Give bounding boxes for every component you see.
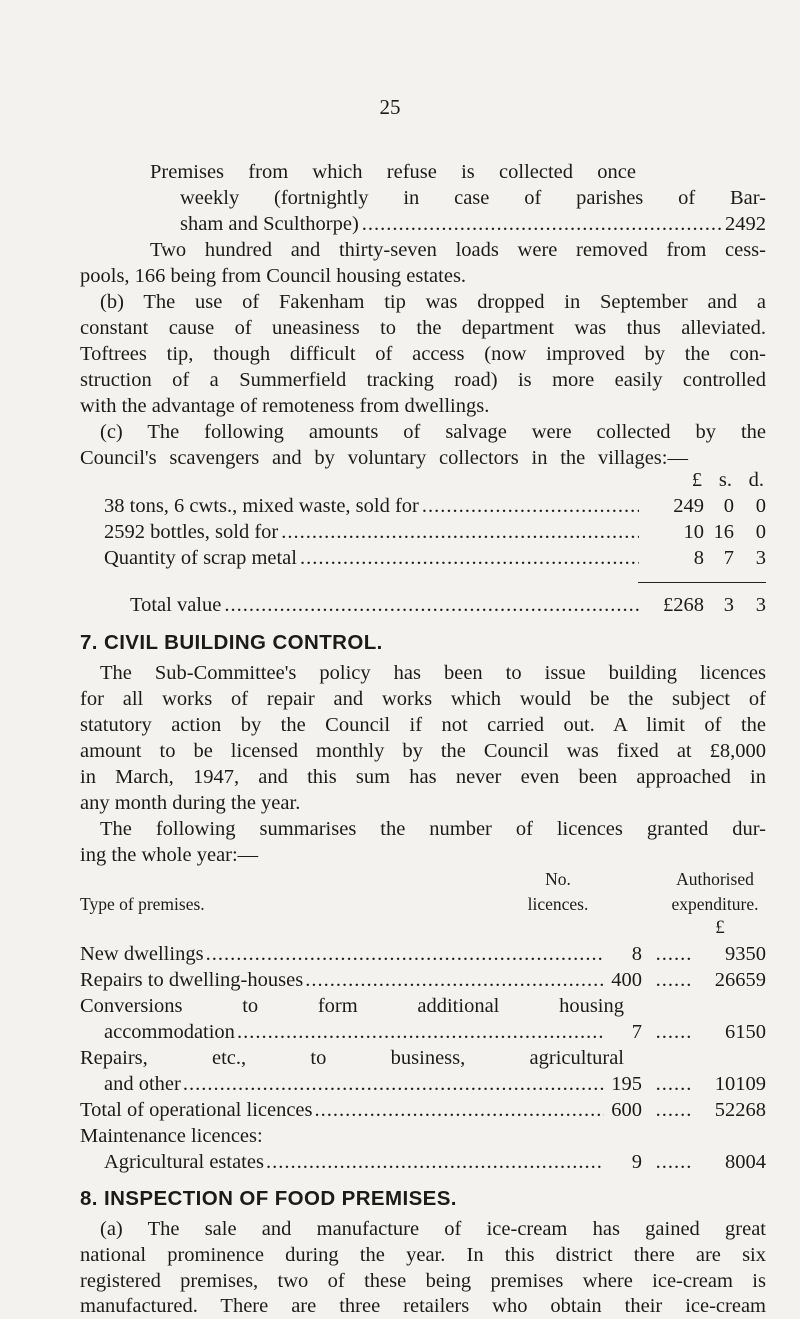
salvage-total-pence: 3 <box>755 594 766 616</box>
salvage-row-label: Quantity of scrap metal <box>104 547 297 569</box>
col-no-header-2: licences. <box>527 894 589 914</box>
licence-row <box>80 967 766 993</box>
licence-row <box>104 1071 766 1097</box>
salvage-intro-line-1: (c) The following amounts of salvage were collected by the <box>100 421 766 443</box>
licence-row-expenditure: 26659 <box>714 969 766 991</box>
tip-paragraph-line-1: (b) The use of Fakenham tip was dropped in September and a <box>100 291 766 313</box>
tip-paragraph-line-5: with the advantage of remoteness from dwellings. <box>80 395 490 417</box>
licence-row <box>104 1019 766 1045</box>
licence-row-expenditure: 8004 <box>725 1151 766 1173</box>
salvage-row-pounds: 8 <box>693 547 704 569</box>
dot-leader <box>266 1149 604 1175</box>
salvage-intro-line-2: Council's scavengers and by voluntary collectors in the villages:— <box>80 447 688 469</box>
tip-paragraph-line-3: Toftrees tip, though difficult of access (now improved by the con- <box>80 343 766 365</box>
licence-row-label: Agricultural estates <box>104 1151 264 1173</box>
tip-paragraph-line-2: constant cause of uneasiness to the department was thus alleviated. <box>80 317 766 339</box>
section-8-line: (a) The sale and manufacture of ice-cream has gained great <box>100 1218 766 1240</box>
col-type-header: Type of premises. <box>80 894 205 914</box>
refuse-premises-value: 2492 <box>725 213 766 235</box>
licence-row-number: 400 <box>611 969 642 991</box>
salvage-row-shillings: 0 <box>723 495 734 517</box>
salvage-row-shillings: 16 <box>713 521 734 543</box>
section-7-line: for all works of repair and works which would be the subject of <box>80 688 766 710</box>
pounds-header: £ <box>691 469 702 491</box>
dot-separator: ...... <box>655 1021 693 1043</box>
col-exp-header-1: Authorised <box>676 869 754 889</box>
licence-row-label-line-1: Conversions to form additional housing <box>80 995 624 1017</box>
licence-row-label: accommodation <box>104 1021 235 1043</box>
section-7-line: any month during the year. <box>80 792 301 814</box>
licence-row-label: Repairs to dwelling-houses <box>80 969 304 991</box>
salvage-row-pounds: 249 <box>673 495 704 517</box>
licence-row-label-line-1: Repairs, etc., to business, agricultural <box>80 1047 624 1069</box>
salvage-row-pence: 0 <box>755 521 766 543</box>
shillings-header: s. <box>718 469 732 491</box>
col-exp-unit: £ <box>715 917 725 938</box>
salvage-total-label: Total value <box>130 594 222 616</box>
section-8-line: manufactured. There are three retailers who obtain their ice-cream <box>80 1295 766 1317</box>
licence-row-expenditure: 9350 <box>725 943 766 965</box>
salvage-row-pence: 3 <box>755 547 766 569</box>
section-8-line: national prominence during the year. In this district there are six <box>80 1244 766 1266</box>
dot-leader <box>206 941 604 967</box>
licence-row <box>80 1097 766 1123</box>
salvage-total-pounds: £268 <box>663 594 704 616</box>
page-number: 25 <box>379 95 401 119</box>
refuse-premises-line-3 <box>180 211 766 237</box>
licence-row-expenditure: 52268 <box>714 1099 766 1121</box>
section-7-line: ing the whole year:— <box>80 844 259 866</box>
dot-leader <box>183 1071 604 1097</box>
salvage-total-shillings: 3 <box>723 594 734 616</box>
licence-row-label: Total of operational licences <box>80 1099 313 1121</box>
licence-row <box>80 941 766 967</box>
col-exp-header-2: expenditure. <box>671 894 759 914</box>
salvage-row <box>104 493 766 519</box>
licence-row <box>104 1149 766 1175</box>
refuse-premises-label: sham and Sculthorpe) <box>180 213 359 235</box>
cesspool-line-1: Two hundred and thirty-seven loads were removed from cess- <box>150 239 766 261</box>
pence-header: d. <box>748 469 764 491</box>
salvage-row-pounds: 10 <box>683 521 704 543</box>
salvage-total-row <box>130 592 766 618</box>
section-7-line: statutory action by the Council if not carried out. A limit of the <box>80 714 766 736</box>
salvage-row-label: 2592 bottles, sold for <box>104 521 279 543</box>
col-no-header-1: No. <box>545 869 571 889</box>
dot-leader <box>315 1097 604 1123</box>
salvage-row-shillings: 7 <box>723 547 734 569</box>
dot-leader <box>300 545 639 571</box>
dot-leader <box>362 211 722 237</box>
tip-paragraph-line-4: struction of a Summerfield tracking road) is more easily controlled <box>80 369 766 391</box>
dot-separator: ...... <box>655 1151 693 1173</box>
refuse-premises-line-1: Premises from which refuse is collected once <box>150 161 636 183</box>
salvage-row <box>104 519 766 545</box>
section-8-line: registered premises, two of these being premises where ice-cream is <box>80 1270 766 1292</box>
dot-leader <box>224 592 639 618</box>
salvage-row-label: 38 tons, 6 cwts., mixed waste, sold for <box>104 495 419 517</box>
licence-row-number: 9 <box>631 1151 642 1173</box>
section-7-line: in March, 1947, and this sum has never even been approached in <box>80 766 766 788</box>
licence-row-label: and other <box>104 1073 181 1095</box>
dot-separator: ...... <box>655 1073 693 1095</box>
dot-separator: ...... <box>655 943 693 965</box>
licence-row-number: 8 <box>631 943 642 965</box>
licence-row-number: 600 <box>611 1099 642 1121</box>
section-8-heading: 8. INSPECTION OF FOOD PREMISES. <box>80 1187 457 1210</box>
dot-separator: ...... <box>655 969 693 991</box>
salvage-row <box>104 545 766 571</box>
section-7-heading: 7. CIVIL BUILDING CONTROL. <box>80 631 383 654</box>
dot-leader <box>305 967 604 993</box>
dot-leader <box>422 493 639 519</box>
dot-leader <box>237 1019 604 1045</box>
section-7-line: The Sub-Committee's policy has been to issue building licences <box>100 662 766 684</box>
licence-row-label: New dwellings <box>80 943 204 965</box>
salvage-currency-header <box>640 467 764 493</box>
dot-separator: ...... <box>655 1099 693 1121</box>
dot-leader <box>281 519 639 545</box>
total-rule <box>638 582 766 583</box>
licence-row-expenditure: 10109 <box>714 1073 766 1095</box>
cesspool-line-2: pools, 166 being from Council housing estates. <box>80 265 467 287</box>
section-7-line: The following summarises the number of licences granted dur- <box>100 818 766 840</box>
section-7-line: amount to be licensed monthly by the Council was fixed at £8,000 <box>80 740 766 762</box>
salvage-row-pence: 0 <box>755 495 766 517</box>
licence-row-label-line-1: Maintenance licences: <box>80 1125 263 1147</box>
licence-row-number: 7 <box>631 1021 642 1043</box>
licence-row-expenditure: 6150 <box>725 1021 766 1043</box>
refuse-premises-line-2: weekly (fortnightly in case of parishes of Bar- <box>180 187 766 209</box>
licence-row-number: 195 <box>611 1073 642 1095</box>
